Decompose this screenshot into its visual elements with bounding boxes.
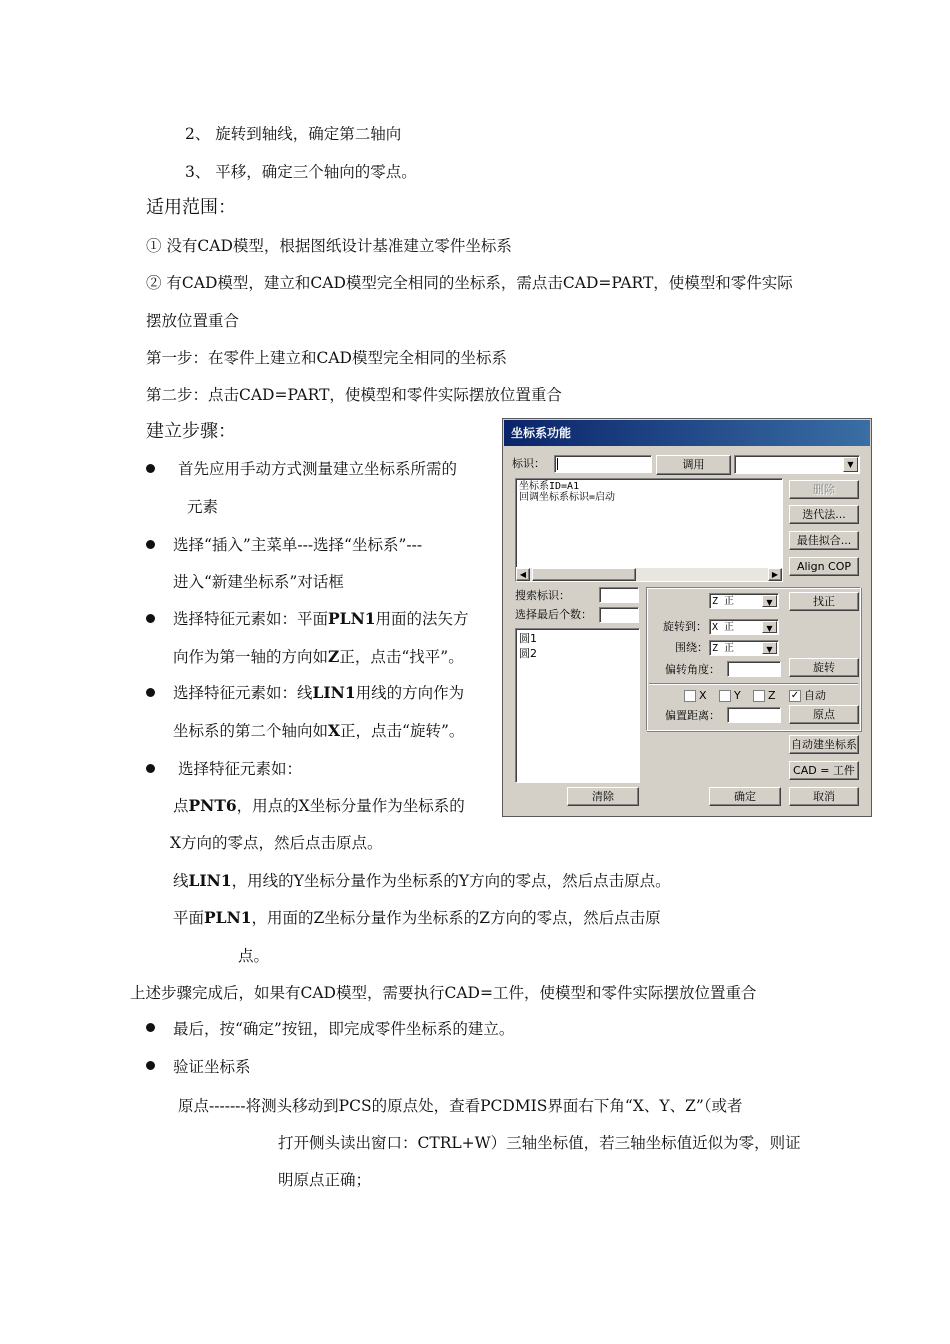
dialog-title: 坐标系功能 (504, 420, 870, 446)
bullet-dot (146, 1061, 155, 1070)
recall-button[interactable]: 调用 (656, 455, 731, 475)
bullet-dot (146, 764, 155, 773)
chevron-down-icon[interactable]: ▼ (762, 642, 777, 654)
auto-align-button[interactable]: 自动建坐标系 (789, 735, 859, 754)
bullet-4b: 坐标系的第二个轴向如X正，点击“旋转”。 (173, 721, 465, 740)
checkbox-auto-label: 自动 (804, 689, 826, 702)
step-2: 第二步：点击CAD=PART，使模型和零件实际摆放位置重合 (146, 386, 562, 404)
scroll-thumb[interactable] (532, 568, 636, 581)
rotate-to-value: X 正 (712, 622, 735, 633)
search-label: 搜索标识： (515, 589, 570, 602)
after-steps: 上述步骤完成后，如果有CAD模型，需要执行CAD=工件，使模型和零件实际摆放位置重合 (130, 984, 757, 1002)
bullet-dot (146, 688, 155, 697)
recall-dropdown[interactable] (734, 455, 860, 474)
bullet-2a: 选择“插入”主菜单---选择“坐标系”--- (173, 536, 423, 554)
scroll-left-icon[interactable]: ◀ (516, 568, 530, 581)
origin-button[interactable]: 原点 (789, 705, 859, 724)
list-item[interactable]: 圆1 (519, 632, 537, 645)
cancel-button[interactable]: 取消 (789, 787, 859, 806)
scroll-right-icon[interactable]: ▶ (768, 568, 782, 581)
about-value: Z 正 (712, 643, 735, 654)
clear-button[interactable]: 清除 (567, 787, 639, 806)
checkbox-x[interactable] (684, 690, 696, 702)
text-line-1: 坐标系ID=A1 (519, 481, 580, 492)
chevron-down-icon[interactable]: ▼ (762, 621, 777, 633)
about-select[interactable] (709, 640, 779, 656)
bullet-3b: 向作为第一轴的方向如Z正，点击“找平”。 (173, 647, 464, 666)
scope-item-2b: 摆放位置重合 (146, 312, 240, 330)
feature-list[interactable] (515, 628, 640, 783)
checkmark-icon: ✓ (790, 690, 800, 701)
verify-line-2: 打开侧头读出窗口：CTRL+W）三轴坐标值，若三轴坐标值近似为零，则证 (278, 1134, 801, 1152)
doc-line-1: 2、 旋转到轴线，确定第二轴向 (185, 125, 402, 143)
level-axis-value: Z 正 (712, 596, 735, 607)
select-last-input[interactable] (599, 607, 639, 623)
delete-button[interactable]: 删除 (789, 480, 859, 499)
verify-line-3: 明原点正确； (278, 1171, 372, 1189)
plane-line-b: 点。 (238, 947, 270, 965)
checkbox-z-label: Z (768, 689, 776, 702)
offset-angle-input[interactable] (727, 661, 781, 677)
text-line-2: 回调坐标系标识=启动 (519, 492, 616, 503)
line-line: 线LIN1，用线的Y坐标分量作为坐标系的Y方向的零点，然后点击原点。 (173, 871, 671, 890)
cad-equals-part-button[interactable]: CAD = 工件 (789, 761, 859, 780)
doc-line-2: 3、 平移，确定三个轴向的零点。 (185, 163, 417, 181)
bestfit-button[interactable]: 最佳拟合... (789, 531, 859, 550)
checkbox-auto[interactable] (789, 690, 801, 702)
iterative-button[interactable]: 迭代法... (789, 505, 859, 524)
point-line-a: 点PNT6，用点的X坐标分量作为坐标系的 (173, 796, 465, 815)
horizontal-scrollbar[interactable] (516, 567, 782, 581)
bullet-3a: 选择特征元素如：平面PLN1用面的法矢方 (173, 609, 469, 628)
id-input[interactable] (554, 455, 652, 473)
search-input[interactable] (599, 587, 639, 603)
rotate-button[interactable]: 旋转 (789, 658, 859, 677)
align-cop-button[interactable]: Align COP (789, 557, 859, 576)
offset-distance-label: 偏置距离： (665, 709, 720, 722)
text-cursor (557, 458, 558, 470)
bullet-2b: 进入“新建坐标系”对话框 (173, 573, 344, 591)
bullet-7: 验证坐标系 (173, 1058, 251, 1076)
group-divider (649, 683, 858, 685)
bullet-dot (146, 464, 155, 473)
bullet-dot (146, 1023, 155, 1032)
checkbox-y-label: Y (734, 689, 741, 702)
bullet-1a: 首先应用手动方式测量建立坐标系所需的 (178, 460, 458, 478)
coordinate-system-dialog (502, 418, 872, 817)
id-label: 标识： (512, 457, 545, 470)
scope-item-2a: ② 有CAD模型，建立和CAD模型完全相同的坐标系，需点击CAD=PART，使模型和零件实际 (146, 274, 793, 292)
select-last-label: 选择最后个数： (515, 608, 592, 621)
about-label: 围绕： (675, 641, 708, 654)
build-heading: 建立步骤： (146, 421, 236, 442)
list-item[interactable]: 圆2 (519, 647, 537, 660)
rotate-to-select[interactable] (709, 619, 779, 635)
offset-angle-label: 偏转角度： (665, 663, 720, 676)
chevron-down-icon[interactable]: ▼ (762, 595, 777, 607)
offset-distance-input[interactable] (727, 707, 781, 723)
level-button[interactable]: 找正 (789, 592, 859, 611)
checkbox-z[interactable] (753, 690, 765, 702)
plane-line: 平面PLN1，用面的Z坐标分量作为坐标系的Z方向的零点，然后点击原 (173, 908, 661, 927)
bullet-5: 选择特征元素如： (178, 760, 303, 778)
rotate-to-label: 旋转到： (663, 620, 707, 633)
bullet-1b: 元素 (187, 498, 219, 516)
bullet-4a: 选择特征元素如：线LIN1用线的方向作为 (173, 683, 465, 702)
bullet-6: 最后，按“确定”按钮，即完成零件坐标系的建立。 (173, 1020, 515, 1038)
scope-heading: 适用范围： (146, 197, 236, 218)
point-line-b: X方向的零点，然后点击原点。 (170, 834, 383, 852)
step-1: 第一步：在零件上建立和CAD模型完全相同的坐标系 (146, 349, 507, 367)
checkbox-x-label: X (699, 689, 707, 702)
scope-item-1: ① 没有CAD模型，根据图纸设计基准建立零件坐标系 (146, 237, 512, 255)
bullet-dot (146, 540, 155, 549)
chevron-down-icon[interactable]: ▼ (843, 457, 858, 472)
checkbox-y[interactable] (719, 690, 731, 702)
ok-button[interactable]: 确定 (709, 787, 781, 806)
level-axis-select[interactable] (709, 593, 779, 609)
bullet-dot (146, 614, 155, 623)
verify-line-1: 原点-------将测头移动到PCS的原点处，查看PCDMIS界面右下角“X、Y、Z”（或者 (178, 1097, 743, 1115)
